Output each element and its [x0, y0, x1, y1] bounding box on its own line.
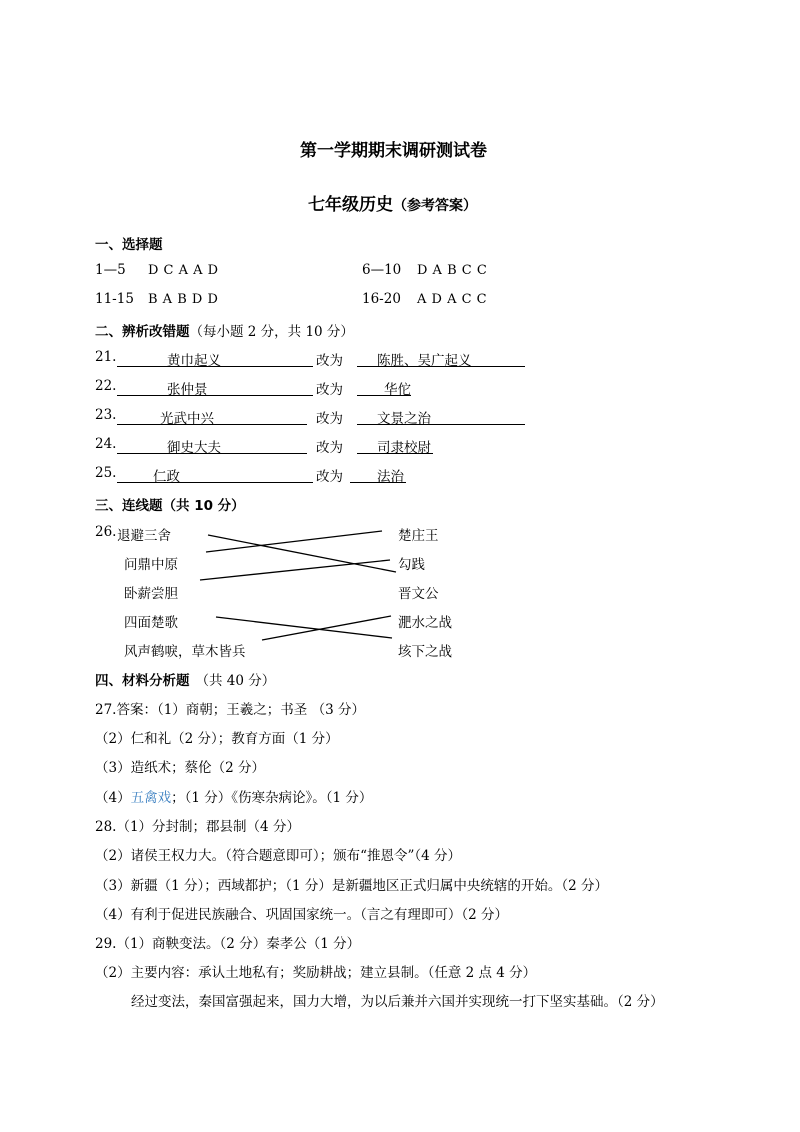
correction-right: 法治: [377, 469, 404, 485]
correction-change: 改为: [316, 353, 343, 369]
section-4-title: 四、材料分析题: [95, 673, 190, 689]
choice-answers-2: D A B C C: [417, 263, 488, 278]
matching-num: 26.: [95, 524, 117, 540]
q28-line-4: （4）有利于促进民族融合、巩固国家统一。（言之有理即可）（2 分）: [95, 907, 508, 923]
q27-line-4-suffix: ；（1 分）《伤寒杂病论》。（1 分）: [171, 790, 373, 806]
correction-wrong: 黄巾起义: [167, 353, 221, 369]
correction-right: 文景之治: [377, 411, 431, 427]
q29-line-3: 经过变法，秦国富强起来，国力大增，为以后兼并六国并实现统一打下坚实基础。（2 分）: [131, 994, 664, 1010]
choice-range-2: 6—10: [362, 262, 402, 278]
q28-line-2: （2）诸侯王权力大。（符合题意即可）；颁布“推恩令”（4 分）: [95, 848, 462, 864]
matching-left-item: 风声鹤唳，草木皆兵: [124, 644, 246, 660]
correction-num: 21.: [95, 349, 117, 365]
q28-line-1: 28.（1）分封制；郡县制（4 分）: [95, 819, 300, 835]
matching-left-item: 卧薪尝胆: [124, 586, 178, 602]
section-4-heading: [95, 669, 275, 689]
section-2-note: （每小题 2 分，共 10 分）: [189, 324, 354, 340]
correction-wrong: 仁政: [153, 469, 180, 485]
matching-left-item: 退避三舍: [117, 528, 171, 544]
match-line: [262, 616, 391, 640]
q29-line-2: （2）主要内容：承认土地私有；奖励耕战；建立县制。（任意 2 点 4 分）: [95, 965, 537, 981]
correction-num: 25.: [95, 465, 117, 481]
q27-line-4-prefix: （4）: [95, 790, 131, 806]
correction-right: 陈胜、吴广起义: [377, 353, 472, 369]
correction-wrong: 御史大夫: [167, 440, 221, 456]
correction-change: 改为: [316, 382, 343, 398]
correction-right: 司隶校尉: [377, 440, 431, 456]
q27-line-1: 27.答案：（1）商朝；王羲之；书圣 （3 分）: [95, 702, 365, 718]
subtitle-note: （参考答案）: [393, 198, 477, 214]
correction-change: 改为: [316, 411, 343, 427]
matching-left-item: 问鼎中原: [124, 557, 178, 573]
q27-highlight: 五禽戏: [130, 790, 172, 806]
section-4-note: （共 40 分）: [195, 673, 276, 689]
choice-answers-1: D C A A D: [148, 263, 219, 278]
matching-right-item: 楚庄王: [398, 528, 439, 544]
subtitle-main: 七年级历史: [308, 195, 393, 215]
choice-range-3: 11-15: [95, 291, 134, 307]
q27-line-3: （3）造纸术；蔡伦（2 分）: [95, 760, 265, 776]
correction-change: 改为: [316, 469, 343, 485]
correction-num: 23.: [95, 407, 117, 423]
choice-answers-4: A D A C C: [417, 292, 488, 307]
choice-answers-3: B A B D D: [148, 292, 219, 307]
correction-num: 22.: [95, 378, 117, 394]
q27-line-2: （2）仁和礼（2 分）；教育方面（1 分）: [95, 731, 339, 747]
matching-right-item: 淝水之战: [398, 615, 452, 631]
correction-right: 华佗: [384, 382, 411, 398]
correction-change: 改为: [316, 440, 343, 456]
q29-line-1: 29.（1）商鞅变法。（2 分）秦孝公（1 分）: [95, 936, 361, 952]
matching-right-item: 晋文公: [398, 586, 439, 602]
choice-range-1: 1—5: [95, 262, 126, 278]
correction-wrong: 张仲景: [167, 382, 208, 398]
correction-num: 24.: [95, 436, 117, 452]
page-title: 第一学期期末调研测试卷: [300, 141, 487, 161]
q28-line-3: （3）新疆（1 分）；西域都护；（1 分）是新疆地区正式归属中央统辖的开始。（2 分）: [95, 878, 608, 894]
q27-line-4: [95, 786, 372, 806]
match-line: [200, 560, 390, 580]
matching-left-item: 四面楚歌: [124, 615, 178, 631]
section-1-heading: 一、选择题: [95, 237, 163, 253]
matching-right-item: 垓下之战: [398, 644, 452, 660]
matching-right-item: 勾践: [398, 557, 425, 573]
choice-range-4: 16-20: [362, 291, 401, 307]
correction-wrong: 光武中兴: [160, 411, 214, 427]
section-3-heading: 三、连线题（共 10 分）: [95, 498, 245, 514]
section-2-title: 二、辨析改错题: [95, 324, 190, 340]
match-line: [206, 531, 382, 552]
